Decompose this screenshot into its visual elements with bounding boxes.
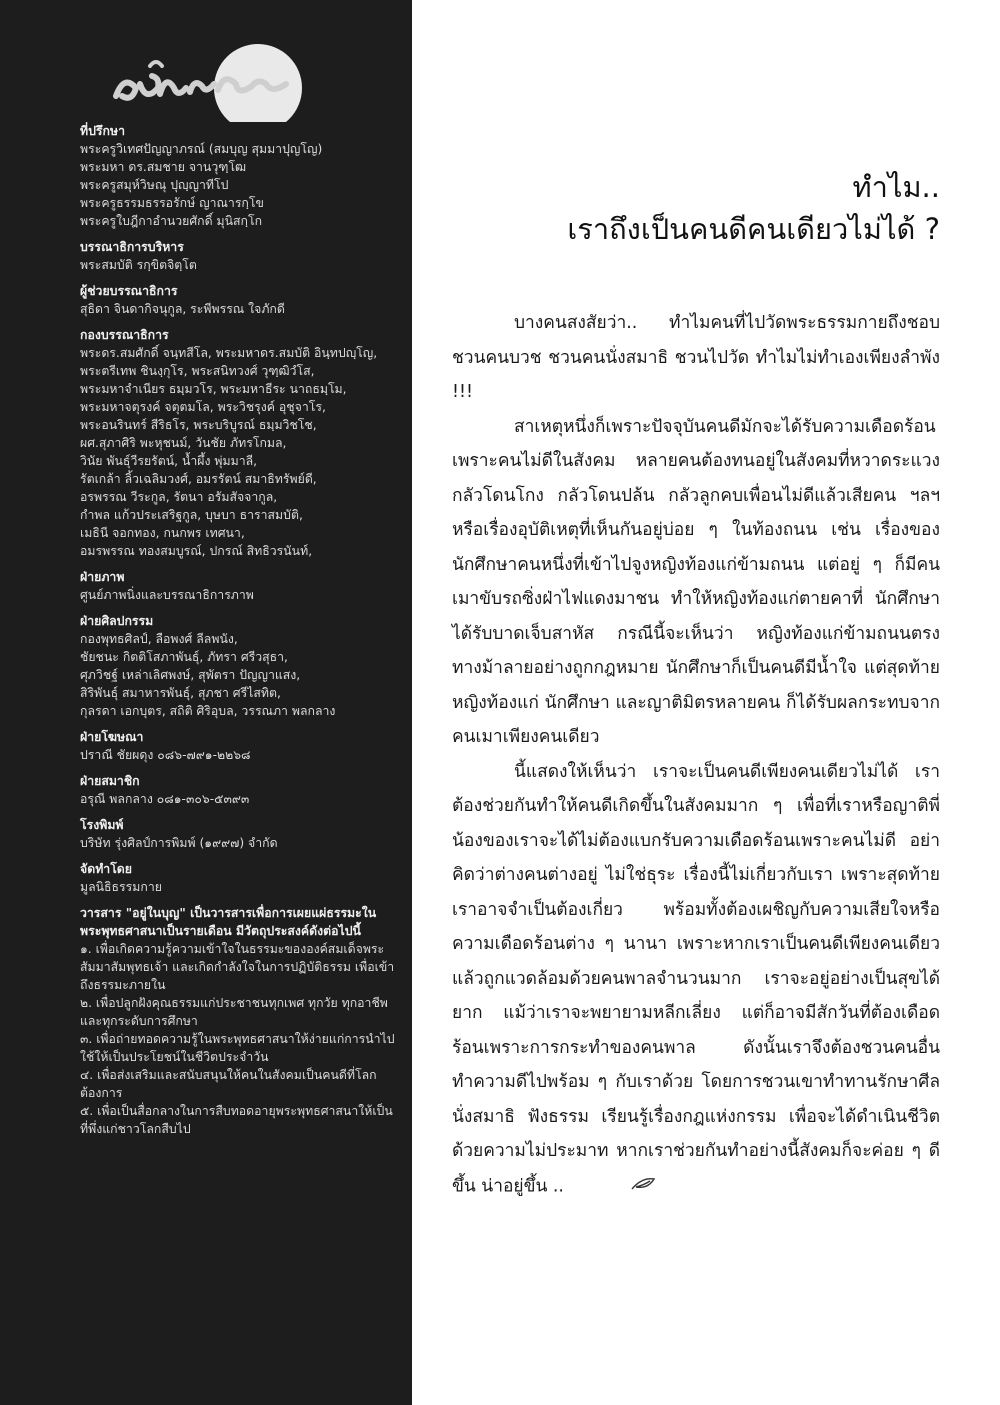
logo-graphic — [98, 30, 308, 122]
credit-line: พระครูธรรมธรรอรักษ์ ญาณารกฺโข — [80, 196, 264, 210]
credit-heading: ฝ่ายโฆษณา — [80, 730, 144, 744]
credit-line: กองพุทธศิลป์, ลือพงศ์ ลีลพนัง, — [80, 632, 238, 646]
credit-line: ชัยชนะ กิตติโสภาพันธุ์, ภัทรา ศรีวสุธา, — [80, 650, 288, 664]
credit-line: พระอนรินทร์ สีริธโร, พระบริบูรณ์ ธมฺมวิชโช, — [80, 418, 317, 432]
credit-line: รัตเกล้า ลิ้วเฉลิมวงศ์, อมรรัตน์ สมาธิทรัพย์ดี, — [80, 472, 317, 486]
article-paragraph-3 — [452, 755, 940, 1204]
credit-line: ผศ.สุภาศิริ พะหุชนม์, วันชัย ภัทรโกมล, — [80, 436, 287, 450]
credit-heading: ฝ่ายภาพ — [80, 570, 125, 584]
credit-line: สิริพันธุ์ สมาหารพันธุ์, สุภชา ศรีไสทิต, — [80, 686, 281, 700]
leaf-end-icon — [568, 1169, 656, 1204]
article-paragraph-3-text: นี้แสดงให้เห็นว่า เราจะเป็นคนดีเพียงคนเดียวไม่ได้ เราต้องช่วยกันทำให้คนดีเกิดขึ้นในสังคมมาก ๆ เพื่อที่เราหรือญาติพี่น้องของเราจะได้ไม่ต้องแบกรับความเดือดร้อนเพราะคนไม่ดี อย่าคิดว่าต่างคนต่างอยู่ ไม่ใช่ธุระ เรื่องนี้ไม่เกี่ยวกับเรา เพราะสุดท้ายเราอาจจำเป็นต้องเกี่ยว พร้อมทั้งต้องเผชิญกับความเสียใจหรือความเดือดร้อนต่าง ๆ นานา เพราะหากเราเป็นคนดีเพียงคนเดียว แล้วถูกแวดล้อมด้วยคนพาลจำนวนมาก เราจะอยู่อย่างเป็นสุขได้ยาก แม้ว่าเราจะพยายามหลีกเลี่ยง แต่ก็อาจมีสักวันที่ต้องเดือดร้อนเพราะการกระทำของคนพาล ดังนั้นเราจึงต้องชวนคนอื่นทำความดีไปพร้อม ๆ กับเราด้วย โดยการชวนเขาทำทานรักษาศีล นั่งสมาธิ ฟังธรรม เรียนรู้เรื่องกฎแห่งกรรม เพื่อจะได้ดำเนินชีวิตด้วยความไม่ประมาท หากเราช่วยกันทำอย่างนี้สังคมก็จะค่อย ๆ ดีขึ้น น่าอยู่ขึ้น .. — [452, 761, 940, 1196]
purpose-item: ๔. เพื่อส่งเสริมและสนับสนุนให้คนในสังคมเป็นคนดีที่โลกต้องการ — [80, 1068, 377, 1100]
credit-line: อรุณี พลกลาง ๐๘๑-๓๐๖-๕๓๙๓ — [80, 792, 250, 806]
credit-line: อรพรรณ วีระกูล, รัตนา อรัมสัจจากูล, — [80, 490, 278, 504]
credit-line: ศุภวิชฐ์ เหล่าเลิศพงษ์, สุพัตรา ปัญญาแสง, — [80, 668, 301, 682]
credit-heading: กองบรรณาธิการ — [80, 328, 169, 342]
credit-line: กำพล แก้วประเสริฐกูล, บุษบา ธาราสมบัติ, — [80, 508, 303, 522]
credit-line: พระครูสมุห์วิษณุ ปุญฺญาทีโป — [80, 178, 229, 192]
credit-line: พระมหาจตุรงค์ จตุตมโล, พระวิชรุงค์ อุชุจาโร, — [80, 400, 326, 414]
purpose-item: ๒. เพื่อปลูกฝังคุณธรรมแก่ประชาชนทุกเพศ ทุกวัย ทุกอาชีพและทุกระดับการศึกษา — [80, 996, 388, 1028]
credit-heading: โรงพิมพ์ — [80, 818, 124, 832]
credit-line: ปราณี ชัยผดุง ๐๘๖-๗๙๑-๒๒๖๘ — [80, 748, 251, 762]
credit-line: พระมหาจำเนียร ธมฺมวโร, พระมหาธีระ นาถธมฺโม, — [80, 382, 347, 396]
purpose-item: ๑. เพื่อเกิดความรู้ความเข้าใจในธรรมะขององค์สมเด็จพระสัมมาสัมพุทธเจ้า และเกิดกำลังใจในการปฏิบัติธรรม เพื่อเข้าถึงธรรมะภายใน — [80, 942, 395, 992]
credit-line: ศูนย์ภาพนิ่งและบรรณาธิการภาพ — [80, 588, 254, 602]
article-paragraph-1: บางคนสงสัยว่า.. ทำไมคนที่ไปวัดพระธรรมกายถึงชอบชวนคนบวช ชวนคนนั่งสมาธิ ชวนไปวัด ทำไมไม่ทำเองเพียงลำพัง !!! — [452, 313, 940, 402]
credit-line: พระดร.สมศักดิ์ จนฺทสีโล, พระมหาดร.สมบัติ อินฺทปญฺโญ, — [80, 346, 378, 360]
credit-line: พระครูใบฎีกาอำนวยศักดิ์ มุนิสกฺโก — [80, 214, 263, 228]
article-body — [452, 306, 940, 1203]
credit-line: พระมหา ดร.สมชาย จานวุฑฺโฒ — [80, 160, 247, 174]
credit-line: มูลนิธิธรรมกาย — [80, 880, 162, 894]
credit-heading: ฝ่ายสมาชิก — [80, 774, 140, 788]
masthead-sidebar — [0, 0, 412, 1405]
credit-heading: ฝ่ายศิลปกรรม — [80, 614, 154, 628]
article-title-line-1: ทำไม.. — [852, 170, 940, 204]
purpose-intro: วารสาร "อยู่ในบุญ" เป็นวารสารเพื่อการเผยแผ่ธรรมะในพระพุทธศาสนาเป็นรายเดือน มีวัตถุประสงค์ดังต่อไปนี้ — [80, 906, 377, 938]
article — [452, 168, 940, 1203]
credit-line: พระสมบัติ รกฺขิตจิตฺโต — [80, 258, 197, 272]
article-title-line-2: เราถึงเป็นคนดีคนเดียวไม่ได้ ? — [567, 212, 940, 246]
credit-line: กุลรดา เอกบุตร, สถิติ ศิริอุบล, วรรณภา พลกลาง — [80, 704, 336, 718]
credit-line: พระตรีเทพ ชินงฺกุโร, พระสนิทวงศ์ วุฑฺฒิวํโส, — [80, 364, 315, 378]
credits-list — [80, 122, 398, 1138]
credit-line: พระครูวิเทศปัญญาภรณ์ (สมบุญ สุมมาปุญโญ) — [80, 142, 323, 156]
credit-line: วินัย พันธุ์วีรยรัตน์, น้ำผึ้ง พุ่มมาลี, — [80, 454, 258, 468]
credit-line: บริษัท รุ่งศิลป์การพิมพ์ (๑๙๙๗) จำกัด — [80, 836, 278, 850]
purpose-item: ๕. เพื่อเป็นสื่อกลางในการสืบทอดอายุพระพุทธศาสนาให้เป็นที่พึ่งแก่ชาวโลกสืบไป — [80, 1104, 393, 1136]
credit-heading: ผู้ช่วยบรรณาธิการ — [80, 284, 178, 298]
credit-heading: บรรณาธิการบริหาร — [80, 240, 184, 254]
credit-line: อมรพรรณ ทองสมบูรณ์, ปกรณ์ สิทธิวรนันท์, — [80, 544, 313, 558]
purpose-item: ๓. เพื่อถ่ายทอดความรู้ในพระพุทธศาสนาให้ง่ายแก่การนำไปใช้ให้เป็นประโยชน์ในชีวิตประจำวัน — [80, 1032, 395, 1064]
credit-line: สุธิดา จินดากิจนุกูล, ระพีพรรณ ใจภักดี — [80, 302, 285, 316]
magazine-logo — [98, 30, 308, 122]
credit-line: เมธินี จอกทอง, กนกพร เทศนา, — [80, 526, 245, 540]
credit-heading: ที่ปรึกษา — [80, 124, 125, 138]
credit-heading: จัดทำโดย — [80, 862, 132, 876]
article-paragraph-2: สาเหตุหนึ่งก็เพราะปัจจุบันคนดีมักจะได้รับความเดือดร้อนเพราะคนไม่ดีในสังคม หลายคนต้องทนอยู่ในสังคมที่หวาดระแวง กลัวโดนโกง กลัวโดนปล้น กลัวลูกคบเพื่อนไม่ดีแล้วเสียคน ฯลฯ หรือเรื่องอุบัติเหตุที่เห็นกันอยู่บ่อย ๆ ในท้องถนน เช่น เรื่องของนักศึกษาคนหนึ่งที่เข้าไปจูงหญิงท้องแก่ข้ามถนน แต่อยู่ ๆ ก็มีคนเมาขับรถซิ่งฝ่าไฟแดงมาชน ทำให้หญิงท้องแก่ตายคาที่ นักศึกษาได้รับบาดเจ็บสาหัส กรณีนี้จะเห็นว่า หญิงท้องแก่ข้ามถนนตรงทางม้าลายอย่างถูกกฎหมาย นักศึกษาก็เป็นคนดีมีน้ำใจ แต่สุดท้ายหญิงท้องแก่ นักศึกษา และญาติมิตรหลายคน ก็ได้รับผลกระทบจากคนเมาเพียงคนเดียว — [452, 416, 940, 747]
